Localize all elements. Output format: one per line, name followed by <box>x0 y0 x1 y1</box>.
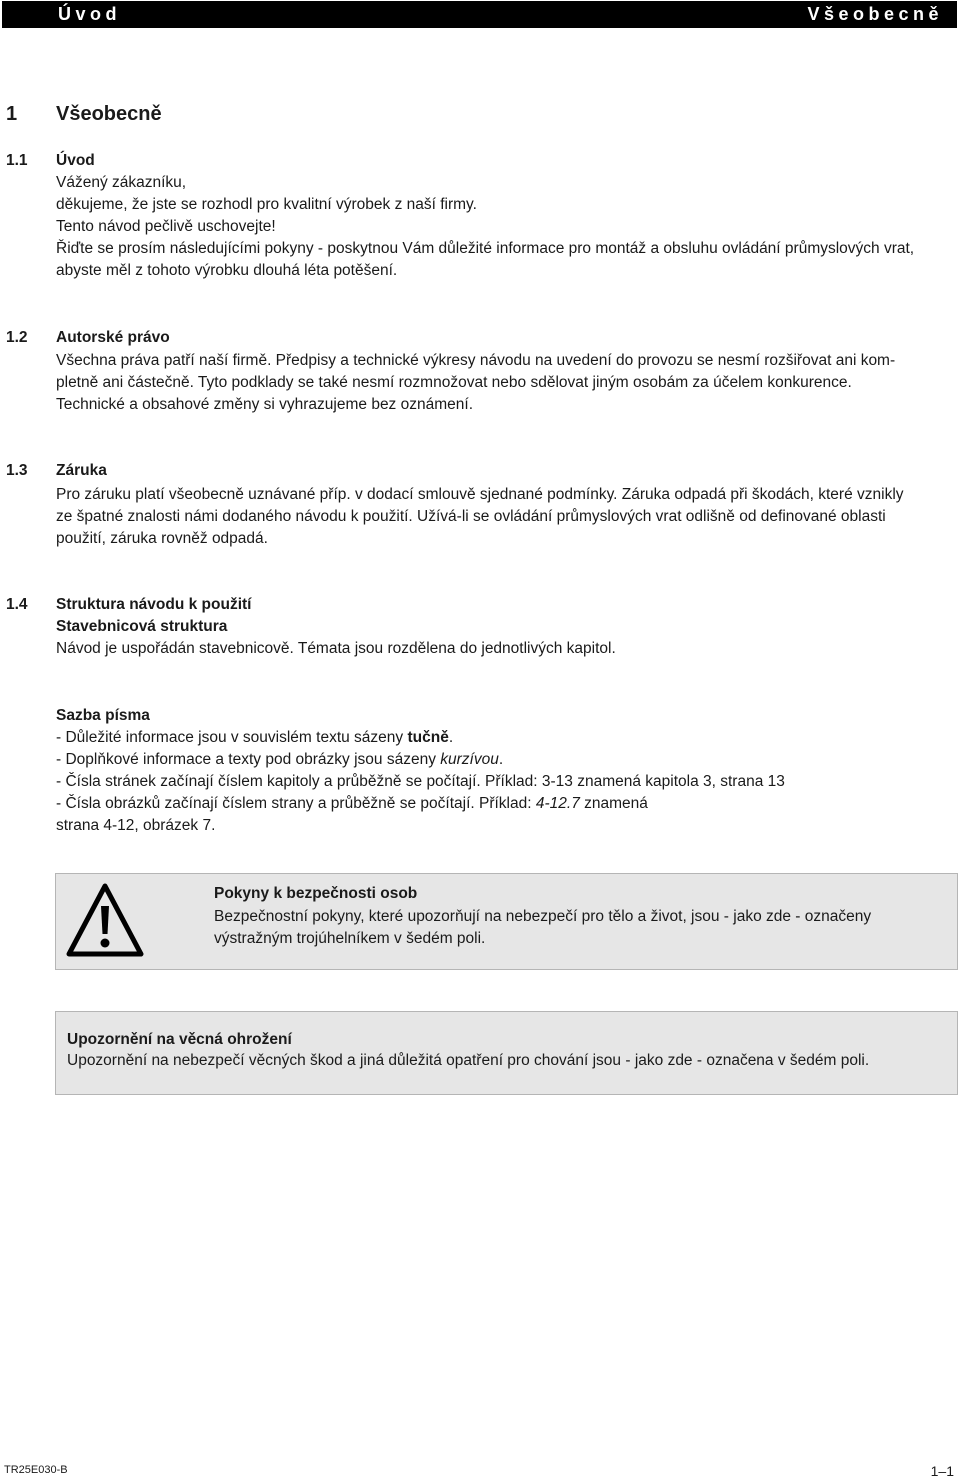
bold-example: tučně <box>407 729 449 746</box>
section-title: Autorské právo <box>56 329 170 346</box>
page-number: 1–1 <box>930 1463 954 1479</box>
chapter-title: Všeobecně <box>56 103 162 125</box>
body-line: Řiďte se prosím následujícími pokyny - poskytnou Vám důležité informace pro montáž a obsluhu ovládání průmyslových vrat, <box>56 240 915 257</box>
body-line: Technické a obsahové změny si vyhrazujeme bez oznámení. <box>56 396 473 413</box>
list-item-continuation: strana 4-12, obrázek 7. <box>56 817 216 834</box>
typesetting-title: Sazba písma <box>56 707 150 724</box>
section-number: 1.3 <box>6 462 28 479</box>
safety-notice-box <box>55 873 958 970</box>
header-chapter-title: Všeobecně <box>807 4 943 24</box>
section-number: 1.1 <box>6 152 28 169</box>
body-line: Všechna práva patří naší firmě. Předpisy a technické výkresy návodu na uvedení do provozu se nesmí rozšiřovat ani kom- <box>56 352 896 369</box>
list-item: - Čísla stránek začínají číslem kapitoly a průběžně se počítají. Příklad: 3-13 znamená kapitola 3, strana 13 <box>56 773 785 790</box>
section-body <box>56 638 946 660</box>
body-line: Tento návod pečlivě uschovejte! <box>56 218 276 235</box>
header-section-title: Úvod <box>58 4 121 24</box>
section-number: 1.2 <box>6 329 28 346</box>
body-line: Vážený zákazníku, <box>56 174 187 191</box>
section-subtitle: Stavebnicová struktura <box>56 618 228 635</box>
section-body <box>56 350 946 416</box>
list-item: - Doplňkové informace a texty pod obrázky jsou sázeny kurzívou. <box>56 751 504 768</box>
body-line: pletně ani částečně. Tyto podklady se také nesmí rozmnožovat nebo sdělovat jiným osobám za účelem konkurence. <box>56 374 852 391</box>
body-line: Pro záruku platí všeobecně uznávané příp. v dodací smlouvě sjednané podmínky. Záruka odpadá při škodách, které vznikly <box>56 486 904 503</box>
body-line: Návod je uspořádán stavebnicově. Témata jsou rozdělena do jednotlivých kapitol. <box>56 640 616 657</box>
section-number: 1.4 <box>6 596 28 613</box>
italic-example: kurzívou <box>440 751 499 768</box>
section-title: Úvod <box>56 152 95 169</box>
list-item: - Čísla obrázků začínají číslem strany a průběžně se počítají. Příklad: 4-12.7 znamená <box>56 795 648 812</box>
italic-example: 4-12.7 <box>535 795 580 812</box>
body-line: ze špatné znalosti námi dodaného návodu k použití. Užívá-li se ovládání průmyslových vrat odlišně od definované oblasti <box>56 508 886 525</box>
section-body <box>56 484 946 550</box>
safety-notice-text <box>214 906 871 950</box>
property-notice-text: Upozornění na nebezpečí věcných škod a jiná důležitá opatření pro chování jsou - jako zde - označena v šedém poli. <box>67 1052 870 1069</box>
body-line: abyste měl z tohoto výrobku dlouhá léta potěšení. <box>56 262 398 279</box>
body-line: děkujeme, že jste se rozhodl pro kvalitní výrobek z naší firmy. <box>56 196 477 213</box>
property-notice-box <box>55 1011 958 1095</box>
list-item: - Důležité informace jsou v souvislém textu sázeny tučně. <box>56 729 454 746</box>
warning-triangle-icon <box>66 882 144 958</box>
page-header-bar <box>2 1 957 28</box>
body-line: Bezpečnostní pokyny, které upozorňují na nebezpečí pro tělo a život, jsou - jako zde - označeny <box>214 908 872 925</box>
section-body <box>56 172 946 282</box>
document-code: TR25E030-B <box>4 1464 68 1476</box>
section-title: Záruka <box>56 462 107 479</box>
property-notice-title: Upozornění na věcná ohrožení <box>67 1031 292 1048</box>
section-title: Struktura návodu k použití <box>56 596 252 613</box>
chapter-number: 1 <box>6 103 18 125</box>
safety-notice-title: Pokyny k bezpečnosti osob <box>214 885 418 902</box>
body-line: výstražným trojúhelníkem v šedém poli. <box>214 930 486 947</box>
typesetting-list <box>56 727 946 837</box>
body-line: použití, záruka rovněž odpadá. <box>56 530 268 547</box>
